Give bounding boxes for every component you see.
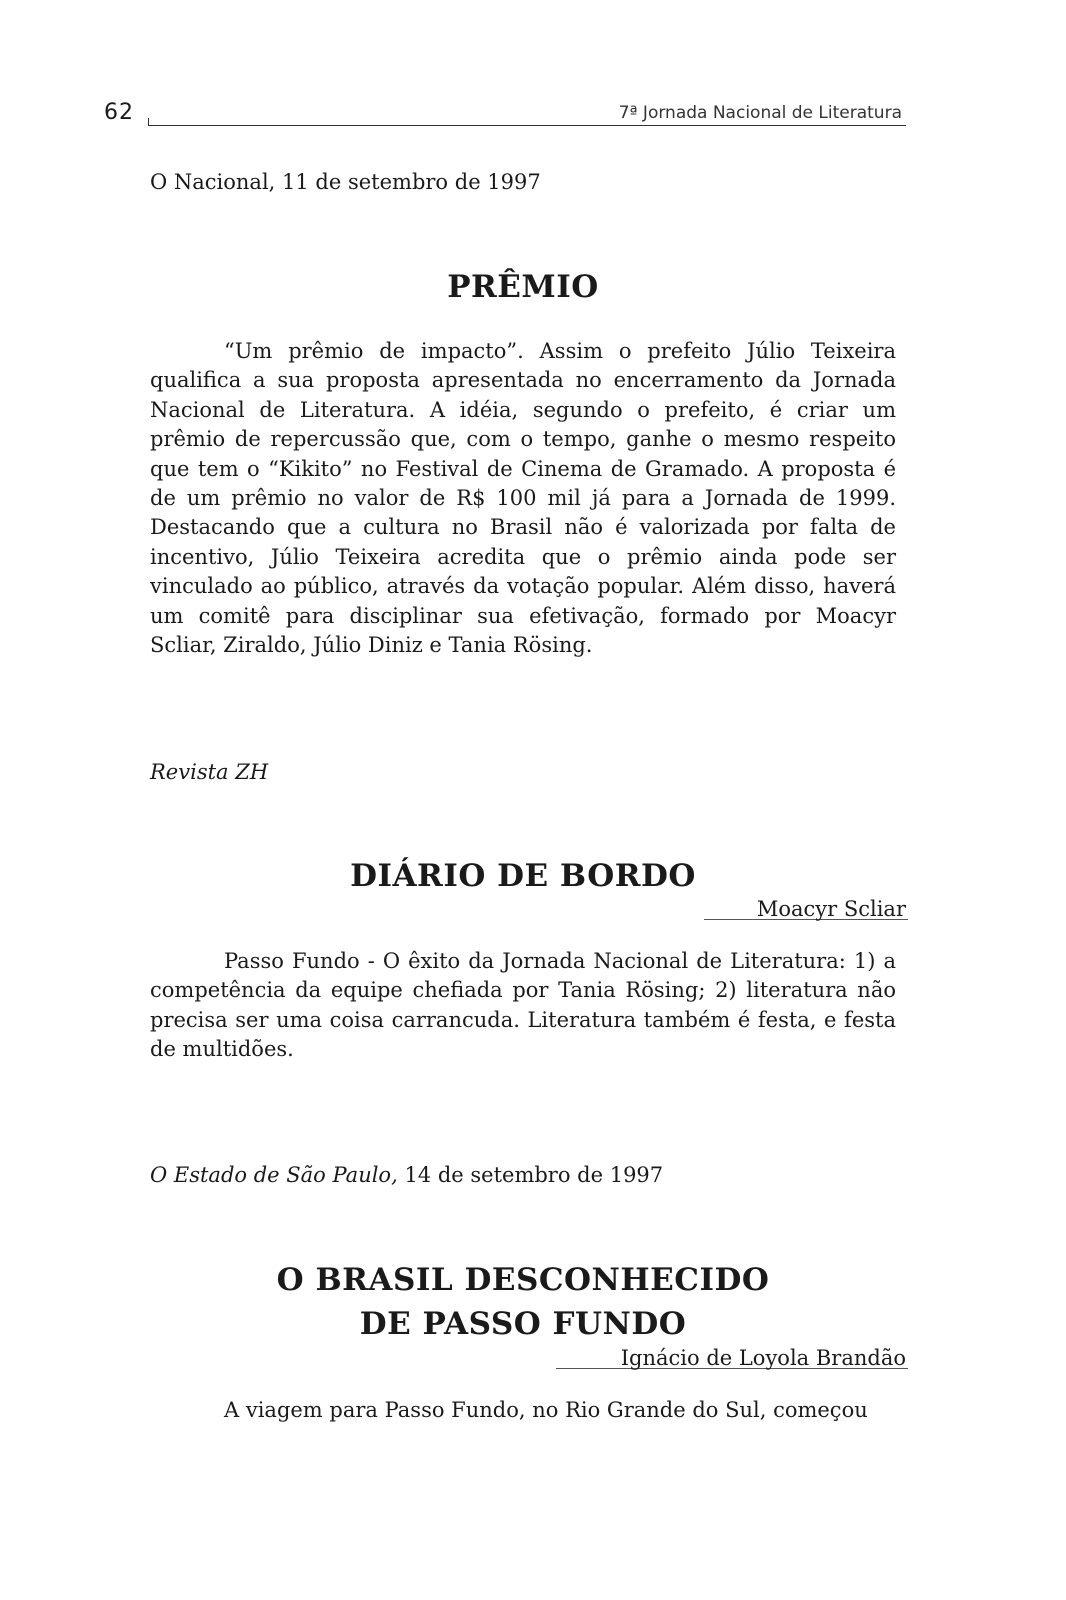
article1-source: O Nacional, 11 de setembro de 1997 [150, 170, 541, 194]
article3-headline-line1: O BRASIL DESCONHECIDO [276, 1262, 770, 1298]
article3-source [150, 1161, 896, 1189]
running-title: 7ª Jornada Nacional de Literatura [618, 103, 902, 123]
header-rule [148, 125, 906, 126]
article2-source: Revista ZH [150, 760, 269, 784]
article2-headline: DIÁRIO DE BORDO [350, 858, 696, 894]
article3-headline-line2: DE PASSO FUNDO [359, 1306, 687, 1342]
article1-headline: PRÊMIO [447, 269, 599, 305]
article3-source-name: O Estado de São Paulo, [150, 1163, 398, 1187]
article3-body: A viagem para Passo Fundo, no Rio Grande do Sul, começou [224, 1398, 868, 1422]
article2-byline: Moacyr Scliar [756, 897, 906, 921]
article3-source-date: 14 de setembro de 1997 [397, 1163, 664, 1187]
article2-body: Passo Fundo - O êxito da Jornada Nacional de Literatura: 1) a competência da equipe chefiada por Tania Rösing; 2) literatura não precisa ser uma coisa carrancuda. Literatura também é festa, e festa de multidões. [150, 949, 896, 1062]
header-rule-tick [148, 118, 149, 125]
article1-body: “Um prêmio de impacto”. Assim o prefeito Júlio Teixeira qualifica a sua proposta apresentada no encerramento da Jornada Nacional de Literatura. A idéia, segundo o prefeito, é criar um prêmio de repercussão que, com o tempo, ganhe o mesmo respeito que tem o “Kikito” no Festival de Cinema de Gramado. A proposta é de um prêmio no valor de R$ 100 mil já para a Jornada de 1999. Destacando que a cultura no Brasil não é valorizada por falta de incentivo, Júlio Teixeira acredita que o prêmio ainda pode ser vinculado ao público, através da votação popular. Além disso, haverá um comitê para disciplinar sua efetivação, formado por Moacyr Scliar, Ziraldo, Júlio Diniz e Tania Rösing. [150, 339, 896, 658]
article3-byline: Ignácio de Loyola Brandão [620, 1346, 906, 1370]
running-head [104, 100, 906, 126]
page-number: 62 [104, 100, 134, 125]
